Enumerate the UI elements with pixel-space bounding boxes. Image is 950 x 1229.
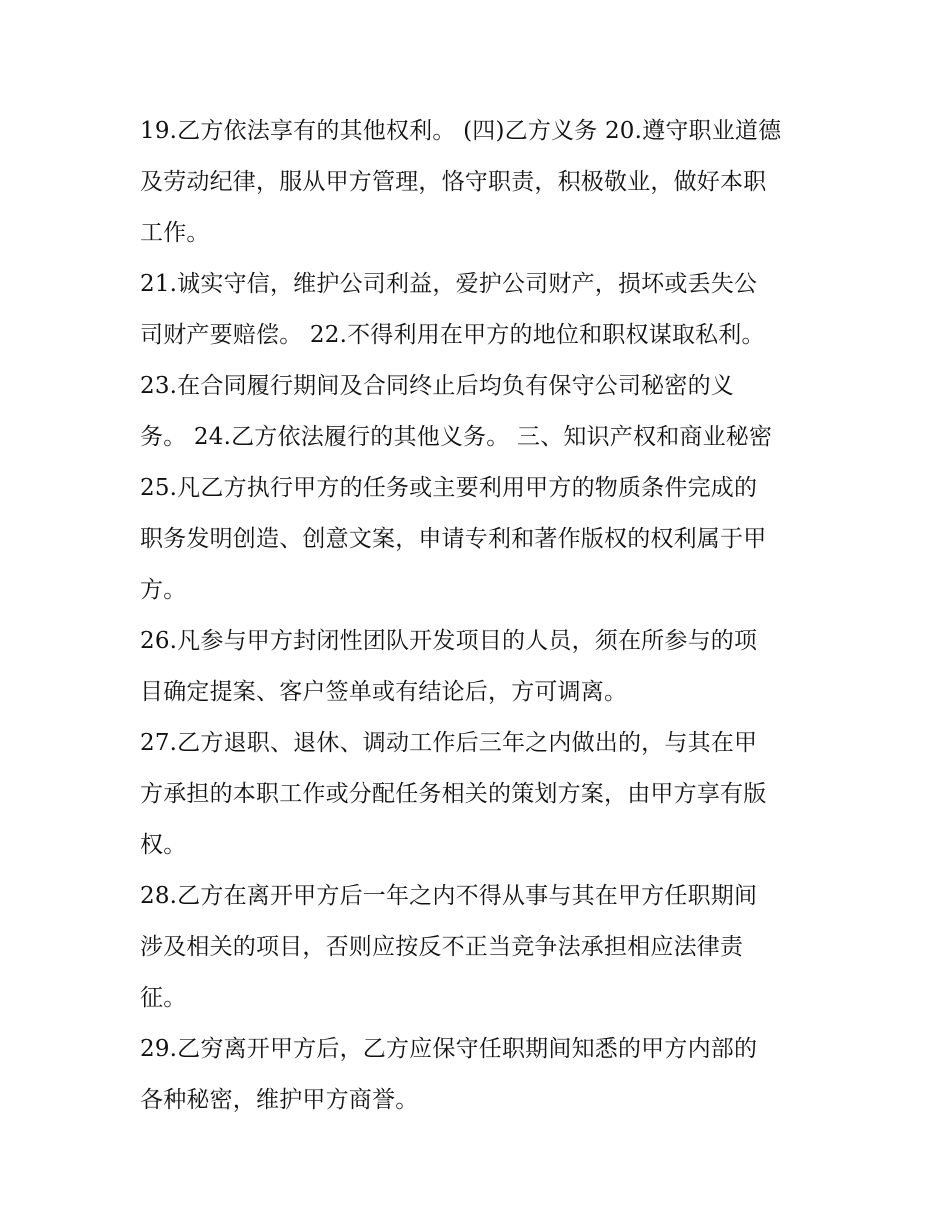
text-line: 29.乙穷离开甲方后，乙方应保守任职期间知悉的甲方内部的 [140, 1036, 758, 1062]
text-line: 19.乙方依法享有的其他权利。 (四)乙方义务 20.遵守职业道德 [140, 118, 782, 144]
text-line: 25.凡乙方执行甲方的任务或主要利用甲方的物质条件完成的 [140, 475, 758, 501]
text-line: 及劳动纪律，服从甲方管理，恪守职责，积极敬业，做好本职 [140, 169, 767, 195]
text-line: 方。 [140, 577, 187, 603]
text-line: 权。 [140, 832, 187, 858]
text-line: 各种秘密，维护甲方商誉。 [140, 1087, 419, 1113]
text-line: 21.诚实守信，维护公司利益，爱护公司财产，损坏或丢失公 [140, 271, 758, 297]
text-line: 方承担的本职工作或分配任务相关的策划方案，由甲方享有版 [140, 781, 767, 807]
text-line: 司财产要赔偿。 22.不得利用在甲方的地位和职权谋取私利。 [140, 322, 765, 348]
text-line: 工作。 [140, 220, 210, 246]
text-line: 23.在合同履行期间及合同终止后均负有保守公司秘密的义 [140, 373, 734, 399]
text-line: 务。 24.乙方依法履行的其他义务。 三、知识产权和商业秘密 [140, 424, 773, 450]
text-line: 目确定提案、客户签单或有结论后，方可调离。 [140, 679, 628, 705]
text-line: 28.乙方在离开甲方后一年之内不得从事与其在甲方任职期间 [140, 883, 758, 909]
text-line: 职务发明创造、创意文案，申请专利和著作版权的权利属于甲 [140, 526, 767, 552]
text-line: 27.乙方退职、退休、调动工作后三年之内做出的，与其在甲 [140, 730, 758, 756]
text-line: 征。 [140, 985, 187, 1011]
text-line: 26.凡参与甲方封闭性团队开发项目的人员，须在所参与的项 [140, 628, 758, 654]
text-line: 涉及相关的项目，否则应按反不正当竞争法承担相应法律责 [140, 934, 744, 960]
document-body [140, 106, 830, 1126]
